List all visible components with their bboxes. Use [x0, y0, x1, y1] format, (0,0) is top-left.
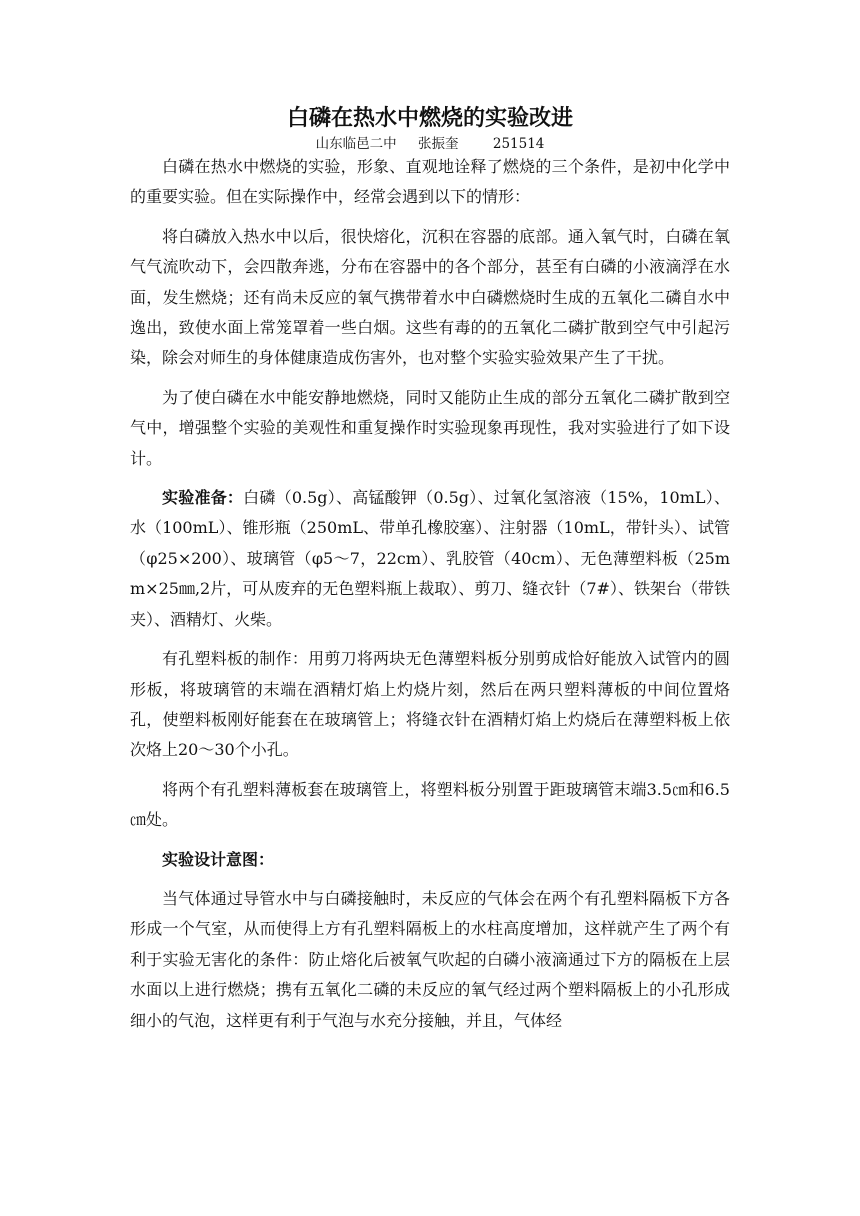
design-intent-heading: 实验设计意图：	[162, 849, 275, 869]
intro-paragraph: 白磷在热水中燃烧的实验，形象、直观地诠释了燃烧的三个条件，是初中化学中的重要实验。但在实际操作中，经常会遇到以下的情形：	[130, 157, 730, 207]
materials-text: 白磷（0.5g）、高锰酸钾（0.5g）、过氧化氢溶液（15%，10mL）、水（100mL）、锥形瓶（250mL、带单孔橡胶塞）、注射器（10mL，带针头）、试管（φ25×200）、玻璃管（φ5～7，22cm）、乳胶管（40cm）、无色薄塑料板（25mm×25㎜,2片，可从废弃的无色塑料瓶上裁取）、剪刀、缝衣针（7#）、铁架台（带铁夹）、酒精灯、火柴。	[130, 488, 730, 629]
plate-making-paragraph: 有孔塑料板的制作：用剪刀将两块无色薄塑料板分别剪成恰好能放入试管内的圆形板，将玻璃管的末端在酒精灯焰上灼烧片刻，然后在两只塑料薄板的中间位置烙孔，使塑料板刚好能套在在玻璃管上；将缝衣针在酒精灯焰上灼烧后在薄塑料板上依次烙上20～30个小孔。	[130, 649, 730, 760]
document-title: 白磷在热水中燃烧的实验改进	[286, 106, 573, 131]
materials-label: 实验准备：	[162, 488, 244, 508]
document-body	[130, 152, 730, 1036]
problem-paragraph: 将白磷放入热水中以后，很快熔化，沉积在容器的底部。通入氧气时，白磷在氧气气流吹动下，会四散奔逃，分布在容器中的各个部分，甚至有白磷的小液滴浮在水面，发生燃烧；还有尚未反应的氧气携带着水中白磷燃烧时生成的五氧化二磷自水中逸出，致使水面上常笼罩着一些白烟。这些有毒的的五氧化二磷扩散到空气中引起污染，除会对师生的身体健康造成伤害外，也对整个实验实验效果产生了干扰。	[130, 226, 730, 368]
purpose-paragraph: 为了使白磷在水中能安静地燃烧，同时又能防止生成的部分五氧化二磷扩散到空气中，增强整个实验的美观性和重复操作时实验现象再现性，我对实验进行了如下设计。	[130, 387, 730, 468]
author-byline: 山东临邑二中 张振奎 251514	[315, 136, 545, 152]
materials-paragraph	[130, 483, 730, 635]
plate-placement-paragraph: 将两个有孔塑料薄板套在玻璃管上，将塑料板分别置于距玻璃管末端3.5㎝和6.5㎝处。	[130, 779, 730, 830]
design-intent-paragraph: 当气体通过导管水中与白磷接触时，未反应的气体会在两个有孔塑料隔板下方各形成一个气室，从而使得上方有孔塑料隔板上的水柱高度增加，这样就产生了两个有利于实验无害化的条件：防止熔化后被氧气吹起的白磷小液滴通过下方的隔板在上层水面以上进行燃烧；携有五氧化二磷的未反应的氧气经过两个塑料隔板上的小孔形成细小的气泡，这样更有利于气泡与水充分接触，并且，气体经	[130, 888, 730, 1030]
